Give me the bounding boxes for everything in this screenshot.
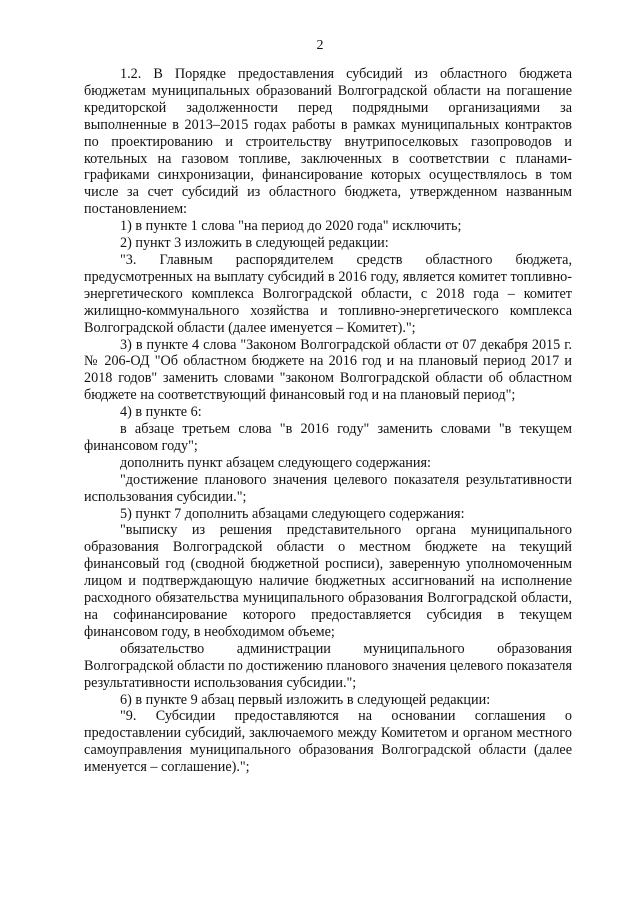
paragraph-item-2: 2) пункт 3 изложить в следующей редакции: <box>120 235 389 252</box>
paragraph-item-5-extract: "выписку из решения представительного органа муниципального образования Волгоградской области о местном бюджете на текущий финансовый год (сводной бюджетной росписи), заверенную уполномоченным лицом и подтверждающую наличие бюджетных ассигнований на исполнение расходного обязательства муниципального образования Волгоградской области, на софинансирование которого предоставляется субсидия в текущем финансовом году, в необходимом объеме; <box>84 522 572 640</box>
paragraph-item-4-supplement: дополнить пункт абзацем следующего содержания: <box>120 454 431 471</box>
paragraph-item-4-abzac-3: в абзаце третьем слова "в 2016 году" заменить словами "в текущем финансовом году"; <box>84 421 572 454</box>
paragraph-point-3-text: "3. Главным распорядителем средств областного бюджета, предусмотренных на выплату субсидий в 2016 году, является комитет топливно-энергетического комплекса Волгоградской области, с 2018 года – комитет жилищно-коммунального хозяйства и топливно-энергетического комплекса Волгоградской области (далее именуется – Комитет)."; <box>84 251 572 336</box>
paragraph-item-6: 6) в пункте 9 абзац первый изложить в следующей редакции: <box>120 691 491 708</box>
document-body <box>84 66 572 776</box>
page-number: 2 <box>316 38 324 53</box>
paragraph-point-9-text: "9. Субсидии предоставляются на основании соглашения о предоставлении субсидий, заключаемого между Комитетом и органом местного самоуправления муниципального образования Волгоградской области (далее именуется – соглашение)."; <box>84 708 572 776</box>
paragraph-item-5: 5) пункт 7 дополнить абзацами следующего содержания: <box>120 505 465 522</box>
paragraph-1-2: 1.2. В Порядке предоставления субсидий из областного бюджета бюджетам муниципальных образований Волгоградской области на погашение кредиторской задолженности перед подрядными организациями за выполненные в 2013–2015 годах работы в рамках муниципальных контрактов по проектированию и строительству внутрипоселковых газопроводов и котельных на газовом топливе, заключенных в соответствии с планами-графиками синхронизации, финансирование которых осуществлялось в том числе за счет субсидий из областного бюджета, утвержденном названным постановлением: <box>84 66 572 218</box>
paragraph-item-3: 3) в пункте 4 слова "Законом Волгоградской области от 07 декабря 2015 г. № 206-ОД "Об областном бюджете на 2016 год и на плановый период 2017 и 2018 годов" заменить словами "законом Волгоградской области об областном бюджете на соответствующий финансовый год и на плановый период"; <box>84 336 572 404</box>
paragraph-item-4: 4) в пункте 6: <box>120 404 202 421</box>
paragraph-item-4-new-text: "достижение планового значения целевого показателя результативности использования субсидии."; <box>84 471 572 505</box>
paragraph-item-1: 1) в пункте 1 слова "на период до 2020 года" исключить; <box>120 218 462 235</box>
paragraph-item-5-obligation: обязательство администрации муниципального образования Волгоградской области по достижению планового значения целевого показателя результативности использования субсидии."; <box>84 640 572 691</box>
